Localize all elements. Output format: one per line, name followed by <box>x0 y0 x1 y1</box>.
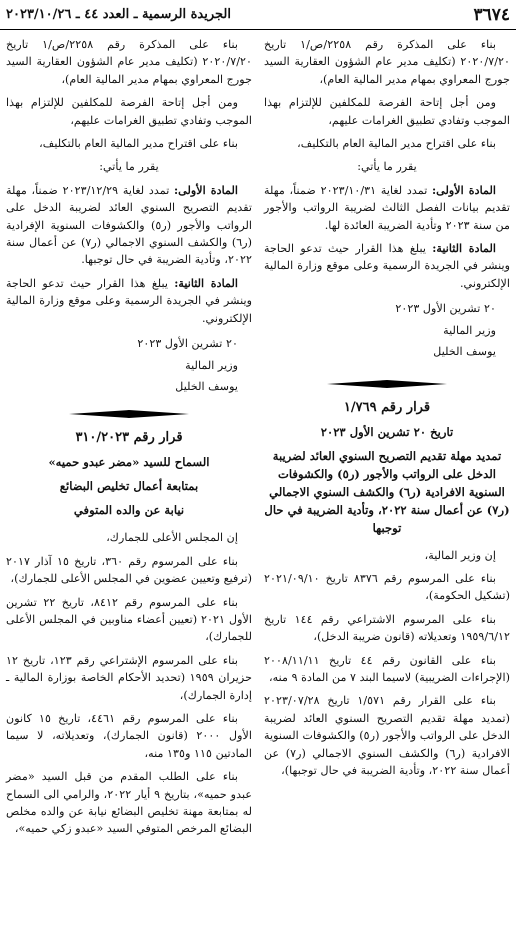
recital-law-44: بناء على القانون رقم ٤٤ تاريخ ٢٠٠٨/١١/١١ (الإجراءات الضريبية) لاسيما البند ٧ من المادة ٩ منه، <box>264 653 510 684</box>
article-two <box>6 275 252 327</box>
recital-decision-571: بناء على القرار رقم ١/٥٧١ تاريخ ٢٠٢٣/٠٧/٢٨ (تمديد مهلة تقديم التصريح السنوي العائد لضريبة الدخل على الرواتب والأجور (ر٥) والكشوفات السنوية الافرادية (ر٦) والكشف السنوي الاجمالي (ر٧) عن أعمال سنة ٢٠٢٢، وتأدية الضريبة في حال توجبها)، <box>264 694 511 777</box>
resolves-heading: يقرر ما يأتي: <box>99 160 159 174</box>
preamble-proposal: بناء على اقتراح مدير المالية العام بالتكليف، <box>297 137 496 151</box>
recital-intro: إن وزير المالية، <box>424 548 496 562</box>
signature-block <box>264 300 510 360</box>
recital-decree-8412: بناء على المرسوم رقم ٨٤١٢، تاريخ ٢٢ تشرين الأول ٢٠٢١ (تعيين أعضاء مناوبين في المجلس الأعلى للجمارك)، <box>6 595 252 644</box>
preamble-memo: بناء على المذكرة رقم ٢٢٥٨/ص/١ تاريخ ٢٠٢٠/٧/٢٠ (تكليف مدير عام الشؤون العقارية السيد جورج المعراوي بمهام مدير المالية العام)، <box>6 38 252 86</box>
article-two-label: المادة الثانية: <box>174 275 238 290</box>
decision-subject: تمديد مهلة تقديم التصريح السنوي العائد لضريبة الدخل على الرواتب والأجور (ر٥) والكشوفات السنوية الافرادية (ر٦) والكشف السنوي الاجمالي (ر٧) عن أعمال سنة ٢٠٢٢، وتأدية الضريبة في حال توجبها <box>264 448 510 535</box>
left-column <box>6 36 252 844</box>
article-one-label: المادة الأولى: <box>174 182 239 197</box>
minister-title: وزير المالية <box>185 358 238 372</box>
minister-name: يوسف الخليل <box>433 345 496 359</box>
recital-decree-360: بناء على المرسوم رقم ٣٦٠، تاريخ ١٥ آذار ٢٠١٧ (ترفيع وتعيين عضوين في المجلس الأعلى للجمارك)، <box>6 554 252 586</box>
recital-decree-8376: بناء على المرسوم رقم ٨٣٧٦ تاريخ ٢٠٢١/٠٩/١٠ (تشكيل الحكومة)، <box>264 571 510 603</box>
article-one-label: المادة الأولى: <box>432 182 497 197</box>
decision-number: قرار رقم ١/٧٦٩ <box>343 399 431 415</box>
signature-date: ٢٠ تشرين الأول ٢٠٢٣ <box>137 337 238 351</box>
recital-decree-123: بناء على المرسوم الإشتراعي رقم ١٢٣، تاريخ ١٢ حزيران ١٩٥٩ (تحديد الأحكام الخاصة بوزارة المالية ـ إدارة الجمارك)، <box>6 653 252 702</box>
article-one-text: تمدد لغاية ٢٠٢٣/١٠/٣١ ضمناً، مهلة تقديم بيانات الفصل الثالث لضريبة الرواتب والأجور من سنة ٢٠٢٣ وتأدية الضريبة العائدة لها. <box>264 183 510 232</box>
preamble-proposal: بناء على اقتراح مدير المالية العام بالتكليف، <box>39 137 238 151</box>
recital-decree-4461: بناء على المرسوم رقم ٤٤٦١، تاريخ ١٥ كانون الأول ٢٠٠٠ (قانون الجمارك)، وتعديلاته، لا سيما المادتين ١١٥ و١٣٥ منه، <box>6 711 253 760</box>
article-two-label: المادة الثانية: <box>432 241 496 256</box>
signature-date: ٢٠ تشرين الأول ٢٠٢٣ <box>395 302 496 316</box>
article-two <box>264 240 510 292</box>
decision-subject-line-1: السماح للسيد «مضر عبدو حميه» <box>48 455 210 470</box>
resolves-heading: يقرر ما يأتي: <box>357 160 417 174</box>
article-two-text: يبلغ هذا القرار حيث تدعو الحاجة وينشر في الجريدة الرسمية وعلى موقع وزارة المالية الإلكتروني. <box>264 242 510 290</box>
minister-name: يوسف الخليل <box>175 379 238 393</box>
decision-date: تاريخ ٢٠ تشرين الأول ٢٠٢٣ <box>320 424 454 439</box>
section-divider <box>69 409 189 419</box>
decision-subject-line-2: بمتابعة أعمال تخليص البضائع <box>59 479 199 494</box>
page-number: ٣٦٧٤ <box>473 4 510 25</box>
recital-request: بناء على الطلب المقدم من قبل السيد «مضر عبدو حميه»، بتاريخ ٩ أيار ٢٠٢٢، والرامي الى السماح له بمتابعة مهنة تخليص البضائع نيابة عن والده مخلص البضائع المرخص المتوفي السيد «عبدو زكي حميه»، <box>6 770 252 836</box>
recital-decree-144: بناء على المرسوم الاشتراعي رقم ١٤٤ تاريخ ١٩٥٩/٦/١٢ وتعديلاته (قانون ضريبة الدخل)، <box>264 612 510 644</box>
right-column <box>264 36 510 785</box>
article-one-text: تمدد لغاية ٢٠٢٣/١٢/٢٩ ضمناً، مهلة تقديم التصريح السنوي العائد لضريبة الدخل على الرواتب والأجور (ر٥) والكشوفات السنوية الإفرادية (ر٦) والكشف السنوي الاجمالي (ر٧) عن أعمال سنة ٢٠٢٢، وتأدية الضريبة في حال توجبها. <box>6 183 253 267</box>
article-one <box>6 182 252 269</box>
article-one <box>264 182 510 234</box>
preamble-memo: بناء على المذكرة رقم ٢٢٥٨/ص/١ تاريخ ٢٠٢٠/٧/٢٠ (تكليف مدير عام الشؤون العقارية السيد جورج المعراوي بمهام مدير المالية العام)، <box>264 38 510 86</box>
minister-title: وزير المالية <box>443 323 496 337</box>
article-two-text: يبلغ هذا القرار حيث تدعو الحاجة وينشر في الجريدة الرسمية وعلى موقع وزارة المالية الإلكتروني. <box>6 276 252 325</box>
gazette-issue-line: الجريدة الرسمية ـ العدد ٤٤ ـ ٢٠٢٣/١٠/٢٦ <box>6 7 232 22</box>
preamble-purpose: ومن أجل إتاحة الفرصة للمكلفين للإلتزام بهذا الموجب وتفادي تطبيق الغرامات عليهم، <box>6 96 252 127</box>
decision-number: قرار رقم ٣١٠/٢٠٢٣ <box>75 430 183 446</box>
signature-block <box>6 335 252 395</box>
preamble-purpose: ومن أجل إتاحة الفرصة للمكلفين للإلتزام بهذا الموجب وتفادي تطبيق الغرامات عليهم، <box>264 96 510 127</box>
section-divider <box>327 379 447 389</box>
page-header <box>0 0 516 30</box>
recital-intro: إن المجلس الأعلى للجمارك، <box>106 531 238 545</box>
decision-subject-line-3: نيابة عن والده المتوفي <box>73 503 185 518</box>
